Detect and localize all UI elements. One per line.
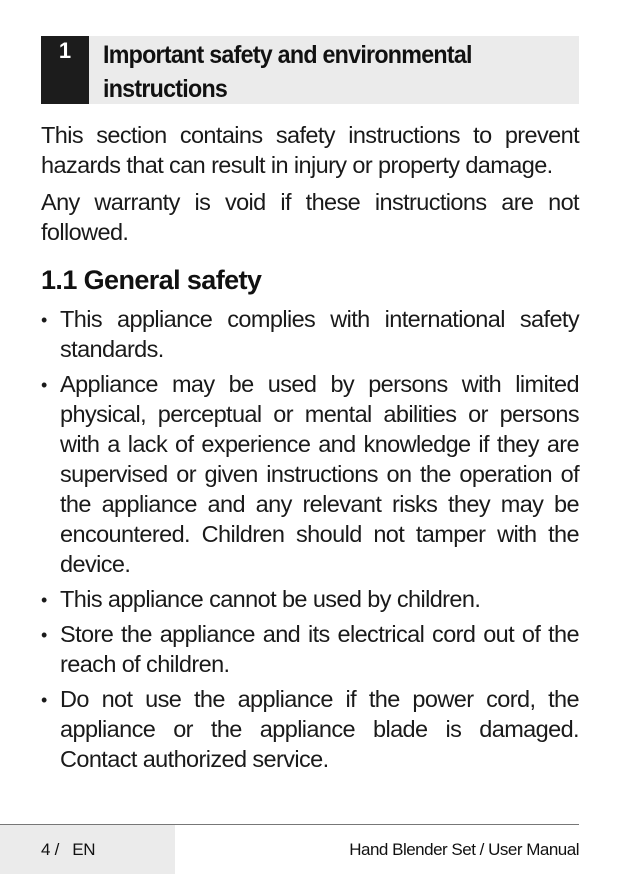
list-item-text: This appliance complies with international safety standards. [60, 306, 579, 362]
footer-page-number: 4 / EN [41, 840, 96, 859]
section-title: Important safety and environmental instructions [103, 41, 472, 103]
section-number: 1 [41, 36, 89, 104]
bullet-icon: • [41, 690, 47, 710]
list-item [41, 369, 579, 579]
section-header [41, 36, 579, 104]
list-item [41, 619, 579, 679]
intro-paragraph-1: This section contains safety instructions to prevent hazards that can result in injury or property damage. [41, 122, 579, 178]
bullet-icon: • [41, 590, 47, 610]
intro-paragraph-2: Any warranty is void if these instructions are not followed. [41, 189, 579, 245]
bullet-icon: • [41, 375, 47, 395]
footer-document-title: Hand Blender Set / User Manual [349, 840, 579, 859]
subsection-title: 1.1 General safety [41, 265, 262, 295]
bullet-icon: • [41, 625, 47, 645]
list-item-text: Do not use the appliance if the power cord, the appliance or the appliance blade is damaged. Contact authorized service. [60, 686, 579, 772]
bullet-icon: • [41, 310, 47, 330]
safety-bullet-list [41, 304, 579, 779]
list-item [41, 304, 579, 364]
list-item-text: Appliance may be used by persons with limited physical, perceptual or mental abilities or persons with a lack of experience and knowledge if they are supervised or given instructions on the operation of the appliance and any relevant risks they may be encountered. Children should not tamper with the device. [60, 371, 579, 577]
list-item [41, 584, 579, 614]
list-item-text: Store the appliance and its electrical cord out of the reach of children. [60, 621, 579, 677]
list-item [41, 684, 579, 774]
list-item-text: This appliance cannot be used by children. [60, 586, 481, 612]
